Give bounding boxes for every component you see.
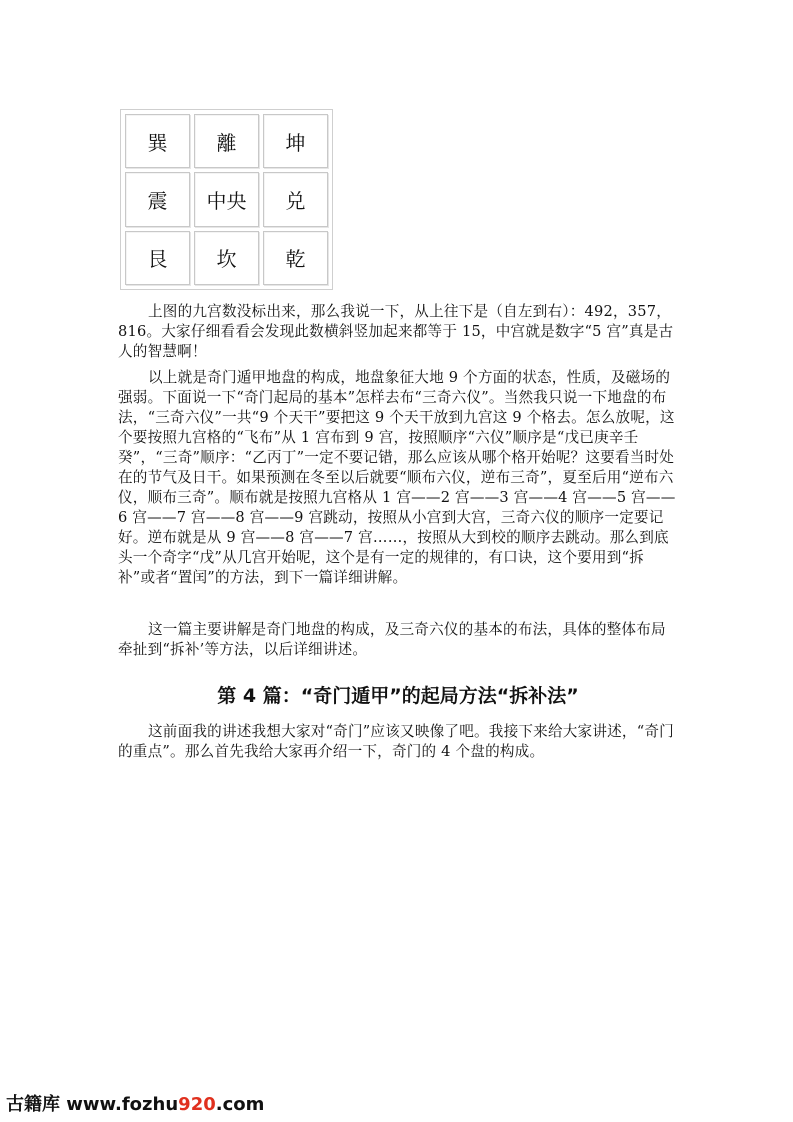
grid-cell-xun: 巽 xyxy=(125,114,190,168)
footer-url-number: 920 xyxy=(178,1094,216,1115)
grid-cell-li: 離 xyxy=(194,114,259,168)
grid-cell-gen: 艮 xyxy=(125,231,190,285)
bagua-grid xyxy=(125,114,328,285)
grid-cell-kan: 坎 xyxy=(194,231,259,285)
grid-cell-kun: 坤 xyxy=(263,114,328,168)
paragraph-intro-four-plates: 这前面我的讲述我想大家对“奇门”应该又映像了吧。我接下来给大家讲述，“奇门的重点”。那么首先我给大家再介绍一下，奇门的 4 个盘的构成。 xyxy=(118,723,674,760)
grid-cell-zhen: 震 xyxy=(125,172,190,226)
section-heading: 第 4 篇：“奇门遁甲”的起局方法“拆补法” xyxy=(217,685,579,707)
grid-cell-qian: 乾 xyxy=(263,231,328,285)
paragraph-earth-plate: 以上就是奇门遁甲地盘的构成，地盘象征大地 9 个方面的状态，性质，及磁场的强弱。下面说一下“奇门起局的基本”怎样去布“三奇六仪”。当然我只说一下地盘的布法，“三奇六仪”一共“9 个天干”要把这 9 个天干放到九宫这 9 个格去。怎么放呢，这个要按照九宫格的“飞布”从 1 宫布到 9 宫，按照顺序“六仪”顺序是“戊已庚辛壬癸”，“三奇”顺序：“乙丙丁”一定不要记错，那么应该从哪个格开始呢？这要看当时处在的节气及日干。如果预测在冬至以后就要“顺布六仪，逆布三奇”，夏至后用“逆布六仪，顺布三奇”。顺布就是按照九宫格从 1 宫——2 宫——3 宫——4 宫——5 宫——6 宫——7 宫——8 宫——9 宫跳动，按照从小宫到大宫，三奇六仪的顺序一定要记好。逆布就是从 9 宫——8 宫——7 宫……，按照从大到校的顺序去跳动。那么到底头一个奇字“戊”从几宫开始呢，这个是有一定的规律的，有口诀，这个要用到“拆补”或者“置闰”的方法，到下一篇详细讲解。 xyxy=(118,369,676,586)
footer-url[interactable]: www.fozhu920.com xyxy=(66,1094,265,1115)
paragraph-summary: 这一篇主要讲解是奇门地盘的构成，及三奇六仪的基本的布法，具体的整体布局牵扯到“拆补’等方法，以后详细讲述。 xyxy=(118,621,666,658)
grid-cell-center: 中央 xyxy=(194,172,259,226)
grid-cell-dui: 兑 xyxy=(263,172,328,226)
footer-watermark xyxy=(6,1090,264,1116)
paragraph-nine-palace-numbers: 上图的九宫数没标出来，那么我说一下，从上往下是（自左到右）：492，357，816。大家仔细看看会发现此数横斜竖加起来都等于 15，中宫就是数字“5 宫”真是古人的智慧啊！ xyxy=(118,303,674,360)
footer-site-name: 古籍库 xyxy=(6,1094,60,1115)
bagua-grid-frame xyxy=(120,109,333,290)
